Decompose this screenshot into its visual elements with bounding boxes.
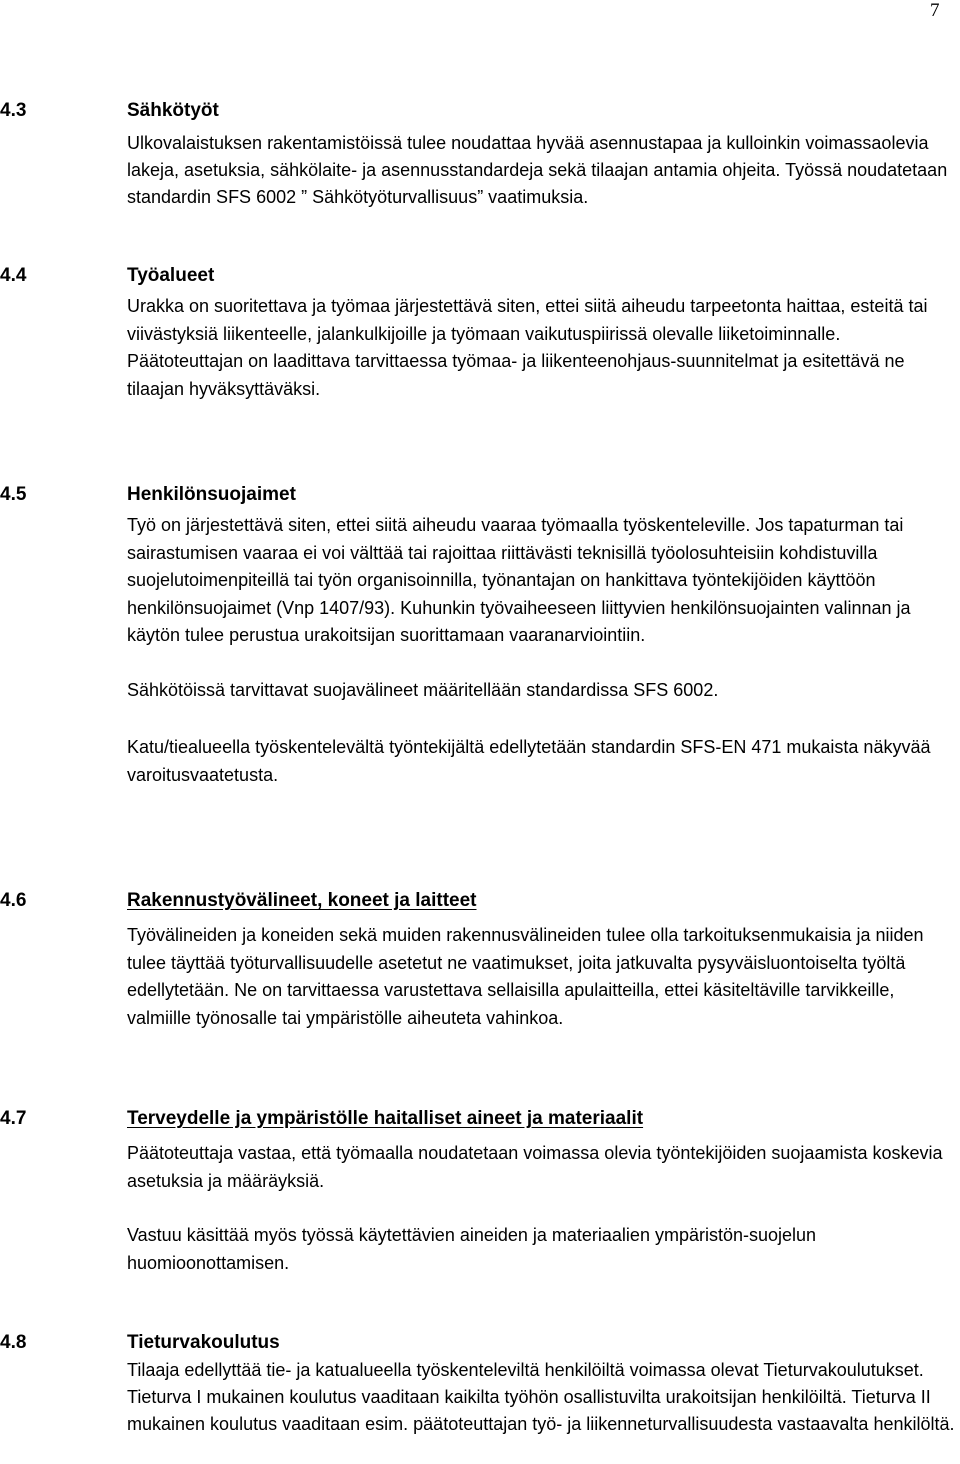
section-title: Tieturvakoulutus (127, 1332, 280, 1353)
section-title: Rakennustyövälineet, koneet ja laitteet (127, 890, 477, 911)
paragraph: Tilaaja edellyttää tie- ja katualueella työskenteleviltä henkilöiltä voimassa olevat Tieturvakoulutukset. Tieturva I mukainen koulutus vaaditaan kaikilta työhön osallistuvilta urakoitsijan henkilöiltä. Tieturva II mukainen koulutus vaaditaan esim. päätoteuttajan työ- ja liikenneturvallisuudesta vastaavalta henkilöltä. (127, 1360, 955, 1434)
paragraph: Vastuu käsittää myös työssä käytettävien aineiden ja materiaalien ympäristön-suojelun huomioonottamisen. (127, 1225, 817, 1273)
paragraph: Katu/tiealueella työskentelevältä työntekijältä edellytetään standardin SFS-EN 471 mukaista näkyvää varoitusvaatetusta. (127, 737, 931, 785)
section-title: Terveydelle ja ympäristölle haitalliset aineet ja materiaalit (127, 1108, 644, 1129)
section-number: 4.3 (0, 100, 27, 121)
section-number: 4.4 (0, 265, 27, 286)
section-title: Sähkötyöt (127, 100, 219, 121)
section-number: 4.7 (0, 1108, 27, 1129)
paragraph: Sähkötöissä tarvittavat suojavälineet määritellään standardissa SFS 6002. (127, 679, 719, 700)
section-body (127, 130, 957, 211)
section-body (127, 1140, 957, 1277)
section-title: Työalueet (127, 265, 215, 286)
section-number: 4.8 (0, 1332, 27, 1353)
paragraph: Työ on järjestettävä siten, ettei siitä aiheudu vaaraa työmaalla työskenteleville. Jos tapaturman tai sairastumisen vaaraa ei voi välttää tai rajoittaa riittävästi teknisillä työolosuhteisiin kohdistuvilla suojelutoimenpiteillä tai työn organisoinnilla, työnantajan on hankittava työntekijöiden käyttöön henkilönsuojaimet (Vnp 1407/93). Kuhunkin työvaiheeseen liittyvien henkilönsuojainten valinnan ja käytön tulee perustua urakoitsijan suorittamaan vaaranarviointiin. (127, 515, 911, 645)
section-body (127, 922, 957, 1032)
paragraph: Työvälineiden ja koneiden sekä muiden rakennusvälineiden tulee olla tarkoituksenmukaisia ja niiden tulee täyttää työturvallisuudelle asetetut ne vaatimukset, joita jatkuvalta pysyväisluontoiselta työltä edellytetään. Ne on tarvittaessa varustettava sellaisilla apulaitteilla, ettei käsiteltäville tarvikkeille, valmiille työnosalle tai ympäristölle aiheuteta vahinkoa. (127, 925, 924, 1028)
section-number: 4.5 (0, 484, 27, 505)
page-number: 7 (930, 0, 940, 21)
paragraph: Päätoteuttajan on laadittava tarvittaessa työmaa- ja liikenteenohjaus-suunnitelmat ja esitettävä ne tilaajan hyväksyttäväksi. (127, 351, 905, 399)
section-number: 4.6 (0, 890, 27, 911)
section-body (127, 512, 957, 789)
paragraph: Urakka on suoritettava ja työmaa järjestettävä siten, ettei siitä aiheudu tarpeetonta haittaa, esteitä tai viivästyksiä liikenteelle, jalankulkijoille ja työmaan vaikutuspiirissä olevalle liiketoiminnalle. (127, 296, 928, 344)
section-body (127, 293, 957, 403)
paragraph: Ulkovalaistuksen rakentamistöissä tulee noudattaa hyvää asennustapaa ja kulloinkin voimassaolevia lakeja, asetuksia, sähkölaite- ja asennusstandardeja sekä tilaajan antamia ohjeita. Työssä noudatetaan standardin SFS 6002 ” Sähkötyöturvallisuus” vaatimuksia. (127, 133, 948, 207)
paragraph: Päätoteuttaja vastaa, että työmaalla noudatetaan voimassa olevia työntekijöiden suojaamista koskevia asetuksia ja määräyksiä. (127, 1143, 943, 1191)
section-title: Henkilönsuojaimet (127, 484, 296, 505)
section-body (127, 1357, 957, 1438)
